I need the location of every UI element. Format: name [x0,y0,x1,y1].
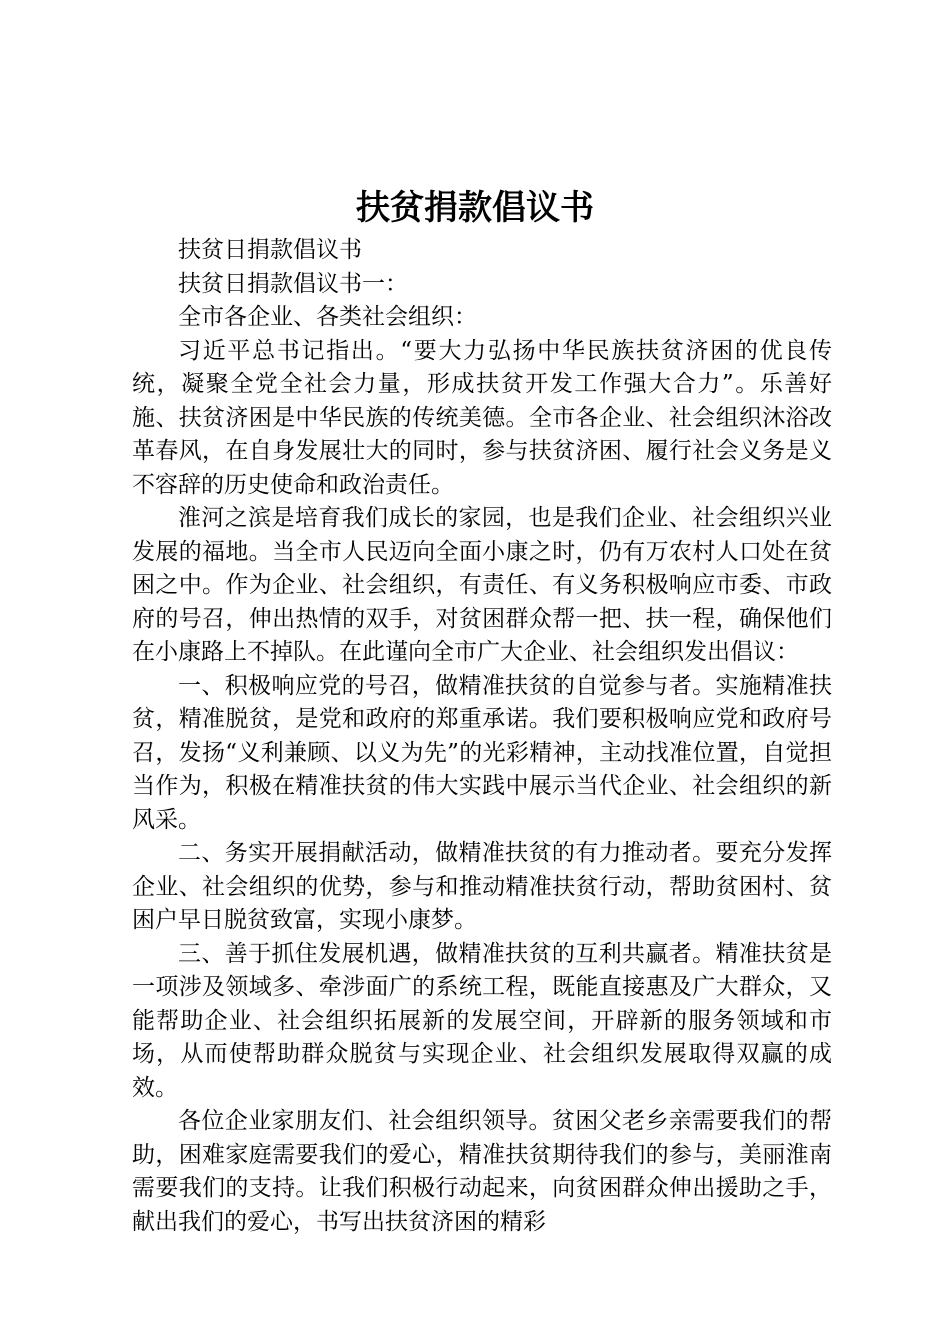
paragraph-point-two: 二、务实开展捐献活动，做精准扶贫的有力推动者。要充分发挥企业、社会组织的优势，参与和推动精准扶贫行动，帮助贫困村、贫困户早日脱贫致富，实现小康梦。 [132,840,832,933]
paragraph-subtitle: 扶贫日捐款倡议书 [178,237,362,263]
paragraph-hometown: 淮河之滨是培育我们成长的家园，也是我们企业、社会组织兴业发展的福地。当全市人民迈向全面小康之时，仍有万农村人口处在贫困之中。作为企业、社会组织，有责任、有义务积极响应市委、市政府的号召，伸出热情的双手，对贫困群众帮一把、扶一程，确保他们在小康路上不掉队。在此谨向全市广大企业、社会组织发出倡议： [132,505,832,665]
paragraph-subtitle-one: 扶贫日捐款倡议书一： [178,270,408,297]
document-title: 扶贫捐款倡议书 [356,188,594,228]
paragraph-closing: 各位企业家朋友们、社会组织领导。贫困父老乡亲需要我们的帮助，困难家庭需要我们的爱心，精准扶贫期待我们的参与，美丽淮南需要我们的支持。让我们积极行动起来，向贫困群众伸出援助之手，献出我们的爱心，书写出扶贫济困的精彩 [132,1108,832,1235]
paragraph-quote: 习近平总书记指出。“要大力弘扬中华民族扶贫济困的优良传统，凝聚全党全社会力量，形成扶贫开发工作强大合力”。乐善好施、扶贫济困是中华民族的传统美德。全市各企业、社会组织沐浴改革春风，在自身发展壮大的同时，参与扶贫济困、履行社会义务是义不容辞的历史使命和政治责任。 [132,337,832,498]
paragraph-salutation: 全市各企业、各类社会组织： [178,304,477,330]
paragraph-point-one: 一、积极响应党的号召，做精准扶贫的自觉参与者。实施精准扶贫，精准脱贫，是党和政府的郑重承诺。我们要积极响应党和政府号召，发扬“义利兼顾、以义为先”的光彩精神，主动找准位置，自觉担当作为，积极在精准扶贫的伟大实践中展示当代企业、社会组织的新风采。 [132,672,832,833]
document-body [132,234,832,1239]
paragraph-point-three: 三、善于抓住发展机遇，做精准扶贫的互利共赢者。精准扶贫是一项涉及领域多、牵涉面广的系统工程，既能直接惠及广大群众，又能帮助企业、社会组织拓展新的发展空间，开辟新的服务领域和市场，从而使帮助群众脱贫与实现企业、社会组织发展取得双赢的成效。 [132,940,832,1101]
